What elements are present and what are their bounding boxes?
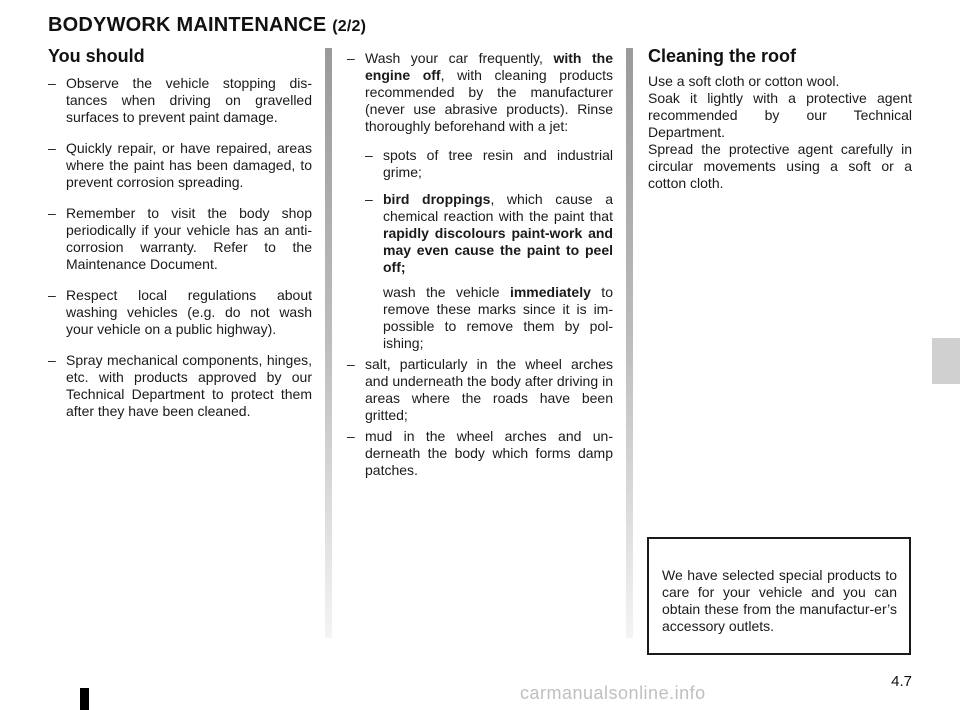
column-divider bbox=[325, 48, 332, 638]
roof-text bbox=[648, 73, 912, 192]
title-part: (2/2) bbox=[332, 18, 367, 35]
section-tab bbox=[932, 338, 960, 384]
list-item-mud: – mud in the wheel arches and un-derneath the body which forms damp patches. bbox=[347, 428, 613, 478]
list-item: – Remember to visit the body shop periodically if your vehicle has an anti-corrosion warranty. Refer to the Maintenance Document. bbox=[48, 205, 312, 272]
list-item: – Quickly repair, or have repaired, areas where the paint has been damaged, to prevent corrosion spreading. bbox=[48, 140, 312, 190]
list-item: – Respect local regulations about washing vehicles (e.g. do not wash your vehicle on a public highway). bbox=[48, 287, 312, 337]
footer-mark bbox=[80, 688, 89, 710]
list-item-wash: – Wash your car frequently, with the engine off, with cleaning products recommended by the manufacturer (never use abrasive products). Rinse thoroughly beforehand with a jet: bbox=[347, 50, 614, 134]
list-item: – Spray mechanical components, hinges, etc. with products approved by our Technical Department to protect them after they have been cleaned. bbox=[48, 352, 312, 419]
note-box bbox=[647, 537, 911, 655]
roof-line: Soak it lightly with a protective agent recommended by our Technical Department. bbox=[648, 90, 912, 140]
page-title bbox=[48, 14, 366, 37]
heading-cleaning-roof: Cleaning the roof bbox=[648, 46, 796, 66]
list-item: – Observe the vehicle stopping dis-tances when driving on gravelled surfaces to prevent paint damage. bbox=[48, 75, 312, 125]
column-divider bbox=[626, 48, 633, 638]
note-text: We have selected special products to care for your vehicle and you can obtain these from the manufactur-er’s accessory outlets. bbox=[662, 567, 897, 634]
bird-droppings-followup: wash the vehicle immediately to remove these marks since it is im-possible to remove them by pol-ishing; bbox=[383, 284, 613, 351]
page-number: 4.7 bbox=[891, 673, 912, 690]
roof-line: Use a soft cloth or cotton wool. bbox=[648, 73, 840, 89]
watermark: carmanualsonline.info bbox=[520, 683, 706, 703]
title-text: BODYWORK MAINTENANCE bbox=[48, 14, 327, 36]
list-item-spots: – spots of tree resin and industrial grime; bbox=[365, 147, 613, 180]
column-washing bbox=[347, 50, 613, 483]
list-item-salt: – salt, particularly in the wheel arches and underneath the body after driving in areas where the roads have been gritted; bbox=[347, 356, 613, 423]
column-you-should bbox=[48, 48, 312, 434]
column-cleaning-roof bbox=[648, 48, 912, 192]
heading-you-should: You should bbox=[48, 46, 145, 66]
roof-line: Spread the protective agent carefully in circular movements using a soft or a cotton cloth. bbox=[648, 141, 912, 191]
list-item-bird-droppings: – bird droppings, which cause a chemical reaction with the paint that rapidly discolours paint-work and may even cause the paint to peel off; bbox=[365, 191, 613, 275]
